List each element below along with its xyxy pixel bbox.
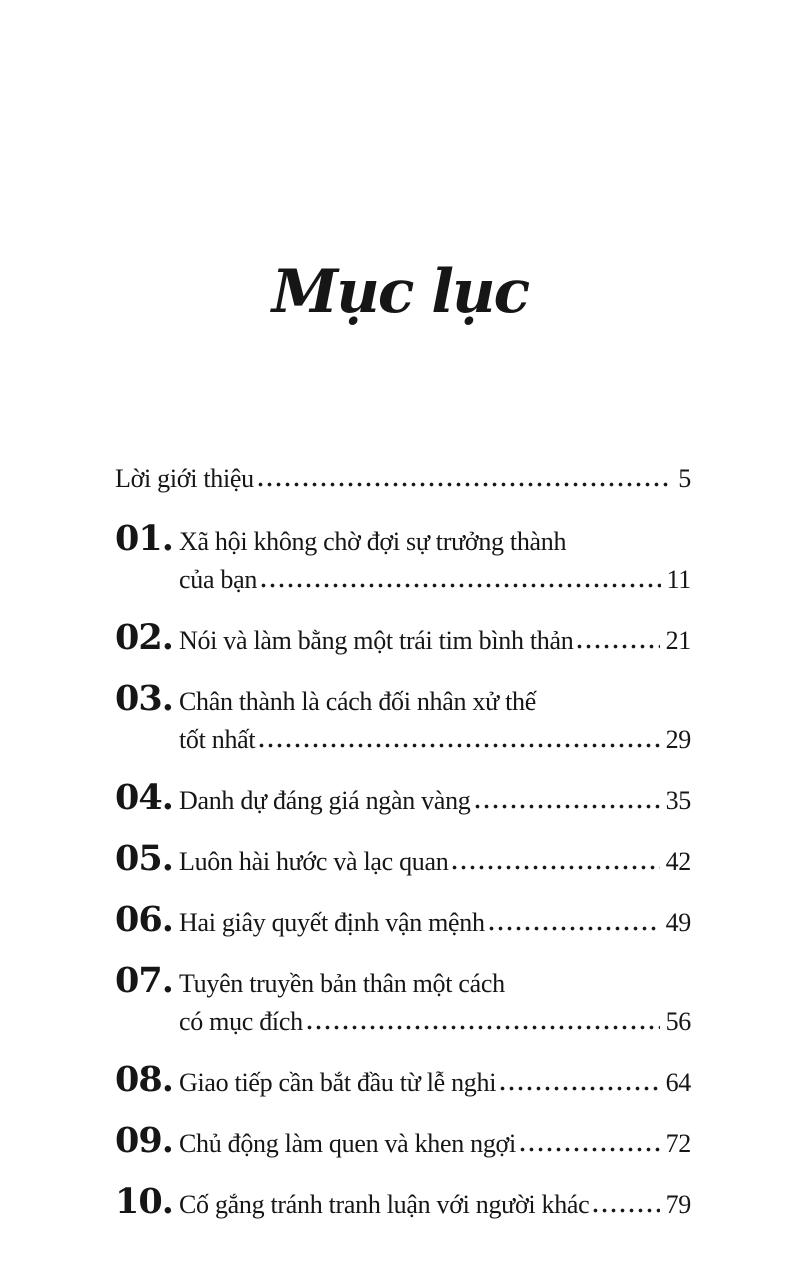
chapter-title-line bbox=[179, 782, 691, 820]
page-number: 56 bbox=[665, 1007, 691, 1036]
chapter-title-text: Chân thành là cách đối nhân xử thế bbox=[179, 687, 536, 716]
toc-entry bbox=[115, 1183, 691, 1224]
toc-entry bbox=[115, 619, 691, 660]
toc-entry bbox=[115, 840, 691, 881]
chapter-title-line bbox=[179, 1186, 691, 1224]
page-number: 35 bbox=[665, 786, 691, 815]
toc-entry bbox=[115, 520, 691, 599]
chapter-title-line bbox=[179, 561, 691, 599]
chapter-title-line bbox=[179, 965, 691, 1003]
chapter-number: 07. bbox=[115, 960, 173, 1001]
chapter-title-text: Hai giây quyết định vận mệnh bbox=[179, 908, 485, 937]
toc-entry bbox=[115, 1122, 691, 1163]
chapter-number: 06. bbox=[115, 899, 173, 940]
dot-leader bbox=[498, 1083, 659, 1091]
chapter-title-text: Danh dự đáng giá ngàn vàng bbox=[179, 786, 471, 815]
chapter-title-block bbox=[179, 523, 691, 599]
dot-leader bbox=[257, 740, 659, 748]
chapter-title-block bbox=[179, 1186, 691, 1224]
chapter-number: 09. bbox=[115, 1120, 173, 1161]
chapter-title-block bbox=[179, 782, 691, 820]
chapter-number: 10. bbox=[115, 1181, 173, 1222]
chapter-title-line bbox=[179, 843, 691, 881]
chapter-title-text: Nói và làm bằng một trái tim bình thản bbox=[179, 626, 574, 655]
chapter-title-text: Tuyên truyền bản thân một cách bbox=[179, 969, 505, 998]
page-title: Mục lục bbox=[271, 257, 529, 327]
page-number: 72 bbox=[665, 1129, 691, 1158]
chapter-title-block bbox=[179, 1125, 691, 1163]
chapter-number: 01. bbox=[115, 518, 173, 559]
chapter-title-text: của bạn bbox=[179, 565, 258, 594]
page-number: 29 bbox=[665, 725, 691, 754]
intro-label: Lời giới thiệu bbox=[115, 464, 254, 493]
page-number: 49 bbox=[665, 908, 691, 937]
chapter-number: 08. bbox=[115, 1059, 173, 1100]
chapter-number: 03. bbox=[115, 678, 173, 719]
chapter-title-text: Xã hội không chờ đợi sự trưởng thành bbox=[179, 527, 567, 556]
chapter-title-text: Chủ động làm quen và khen ngợi bbox=[179, 1129, 516, 1158]
intro-row bbox=[115, 460, 691, 498]
toc-entry bbox=[115, 901, 691, 942]
chapter-title-block bbox=[179, 904, 691, 942]
book-page bbox=[0, 257, 800, 1280]
chapter-title-text: tốt nhất bbox=[179, 725, 256, 754]
chapter-number: 04. bbox=[115, 777, 173, 818]
dot-leader bbox=[450, 862, 659, 870]
table-of-contents bbox=[115, 460, 691, 1224]
dot-leader bbox=[473, 801, 660, 809]
toc-entry bbox=[115, 680, 691, 759]
dot-leader bbox=[591, 1205, 659, 1213]
dot-leader bbox=[305, 1022, 660, 1030]
chapter-number: 02. bbox=[115, 617, 173, 658]
chapter-title-line bbox=[179, 904, 691, 942]
page-number: 21 bbox=[665, 626, 691, 655]
chapter-title-line bbox=[179, 1003, 691, 1041]
toc-entry bbox=[115, 779, 691, 820]
chapter-title-block bbox=[179, 965, 691, 1041]
dot-leader bbox=[259, 580, 661, 588]
chapter-title-block bbox=[179, 843, 691, 881]
toc-entry bbox=[115, 962, 691, 1041]
page-number: 64 bbox=[665, 1068, 691, 1097]
toc-entry bbox=[115, 1061, 691, 1102]
chapter-title-block bbox=[179, 622, 691, 660]
toc-list bbox=[115, 520, 691, 1224]
page-number: 5 bbox=[678, 464, 691, 493]
chapter-title-text: Luôn hài hước và lạc quan bbox=[179, 847, 449, 876]
chapter-title-line bbox=[179, 622, 691, 660]
chapter-number: 05. bbox=[115, 838, 173, 879]
chapter-title-block bbox=[179, 1064, 691, 1102]
page-number: 42 bbox=[665, 847, 691, 876]
dot-leader bbox=[256, 479, 672, 487]
chapter-title-block bbox=[179, 683, 691, 759]
chapter-title-text: Giao tiếp cần bắt đầu từ lễ nghi bbox=[179, 1068, 497, 1097]
chapter-title-line bbox=[179, 683, 691, 721]
chapter-title-line bbox=[179, 1064, 691, 1102]
dot-leader bbox=[575, 641, 659, 649]
page-number: 11 bbox=[666, 565, 691, 594]
page-number: 79 bbox=[665, 1190, 691, 1219]
dot-leader bbox=[487, 923, 660, 931]
chapter-title-text: có mục đích bbox=[179, 1007, 303, 1036]
dot-leader bbox=[518, 1144, 660, 1152]
chapter-title-line bbox=[179, 721, 691, 759]
chapter-title-line bbox=[179, 1125, 691, 1163]
chapter-title-line bbox=[179, 523, 691, 561]
chapter-title-text: Cố gắng tránh tranh luận với người khác bbox=[179, 1190, 590, 1219]
